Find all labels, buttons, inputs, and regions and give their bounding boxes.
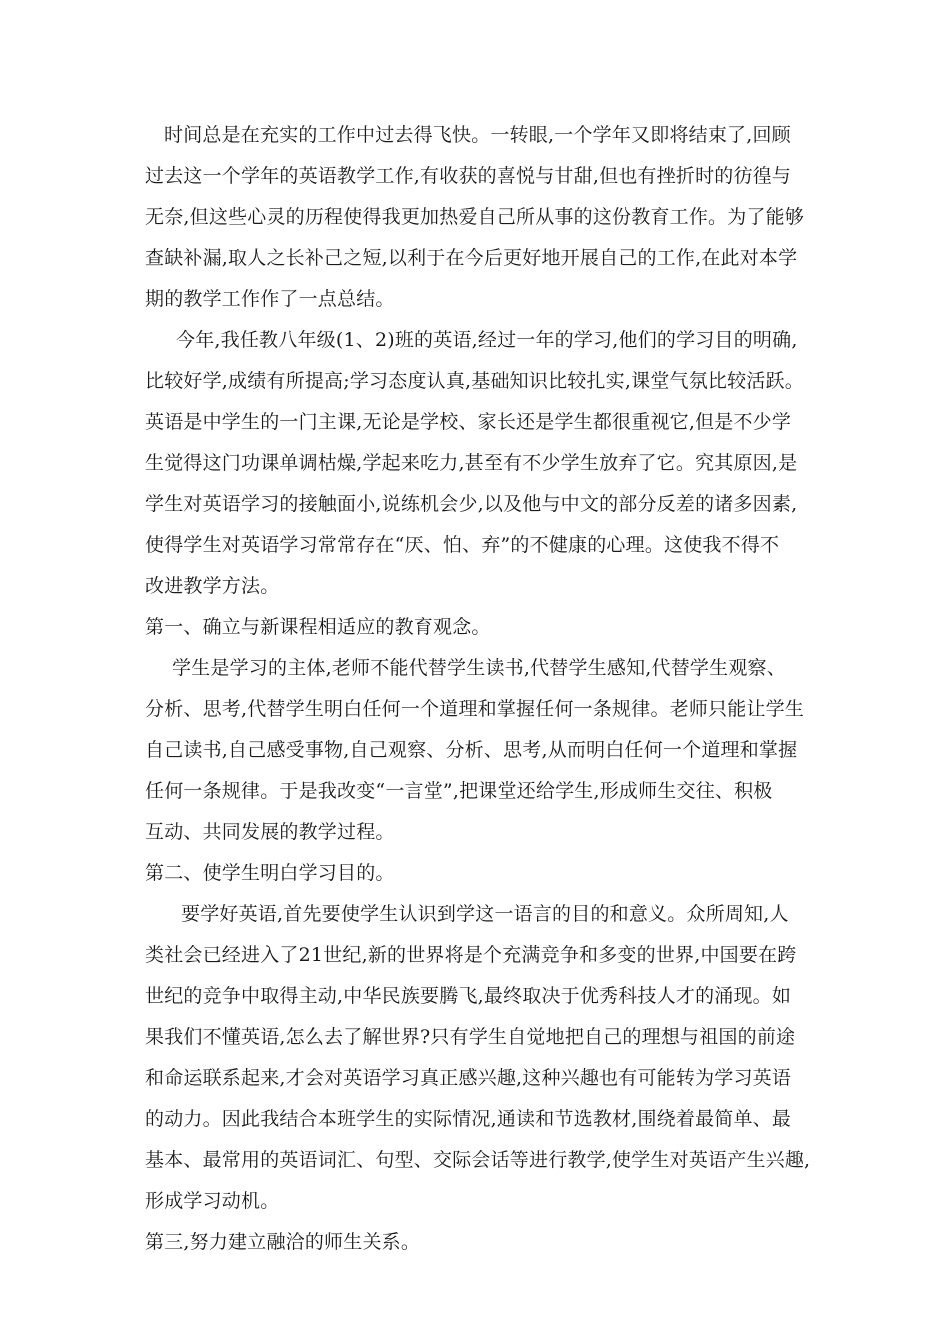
body-line: 期的教学工作作了一点总结。	[145, 288, 395, 310]
body-line: 学生是学习的主体,老师不能代替学生读书,代替学生感知,代替学生观察、	[172, 657, 786, 679]
body-line: 使得学生对英语学习常常存在“厌、怕、弃”的不健康的心理。这使我不得不	[145, 534, 780, 556]
section-heading: 第二、使学生明白学习目的。	[145, 862, 395, 884]
body-line: 过去这一个学年的英语教学工作,有收获的喜悦与甘甜,但也有挫折时的彷徨与	[145, 165, 792, 187]
body-line: 查缺补漏,取人之长补己之短,以利于在今后更好地开展自己的工作,在此对本学	[145, 247, 798, 269]
body-line: 生觉得这门功课单调枯燥,学起来吃力,甚至有不少学生放弃了它。究其原因,是	[145, 452, 798, 474]
body-line: 无奈,但这些心灵的历程使得我更加热爱自己所从事的这份教育工作。为了能够	[145, 206, 805, 228]
body-line: 世纪的竞争中取得主动,中华民族要腾飞,最终取决于优秀科技人才的涌现。如	[145, 985, 792, 1007]
body-line: 比较好学,成绩有所提高;学习态度认真,基础知识比较扎实,课堂气氛比较活跃。	[145, 370, 804, 392]
body-line: 类社会已经进入了21世纪,新的世界将是个充满竞争和多变的世界,中国要在跨	[145, 944, 797, 966]
body-line: 果我们不懂英语,怎么去了解世界?只有学生自觉地把自己的理想与祖国的前途	[145, 1026, 796, 1048]
body-line: 和命运联系起来,才会对英语学习真正感兴趣,这种兴趣也有可能转为学习英语	[145, 1067, 792, 1089]
body-line: 互动、共同发展的教学过程。	[145, 821, 395, 843]
body-line: 自己读书,自己感受事物,自己观察、分析、思考,从而明白任何一个道理和掌握	[145, 739, 798, 761]
body-line: 改进教学方法。	[145, 575, 280, 597]
body-line: 任何一条规律。于是我改变“一言堂”,把课堂还给学生,形成师生交往、积极	[145, 780, 773, 802]
body-line: 英语是中学生的一门主课,无论是学校、家长还是学生都很重视它,但是不少学	[145, 411, 792, 433]
section-heading: 第三,努力建立融洽的师生关系。	[145, 1231, 421, 1253]
body-line: 分析、思考,代替学生明白任何一个道理和掌握任何一条规律。老师只能让学生	[145, 698, 805, 720]
section-heading: 第一、确立与新课程相适应的教育观念。	[145, 616, 491, 638]
body-line: 今年,我任教八年级(1、2)班的英语,经过一年的学习,他们的学习目的明确,	[176, 329, 798, 351]
body-line: 要学好英语,首先要使学生认识到学这一语言的目的和意义。众所周知,人	[181, 903, 789, 925]
body-line: 基本、最常用的英语词汇、句型、交际会话等进行教学,使学生对英语产生兴趣,	[145, 1149, 811, 1171]
body-line: 学生对英语学习的接触面小,说练机会少,以及他与中文的部分反差的诸多因素,	[145, 493, 798, 515]
body-line: 时间总是在充实的工作中过去得飞快。一转眼,一个学年又即将结束了,回顾	[164, 124, 791, 146]
body-line: 形成学习动机。	[145, 1190, 280, 1212]
body-line: 的动力。因此我结合本班学生的实际情况,通读和节选教材,围绕着最简单、最	[145, 1108, 792, 1130]
